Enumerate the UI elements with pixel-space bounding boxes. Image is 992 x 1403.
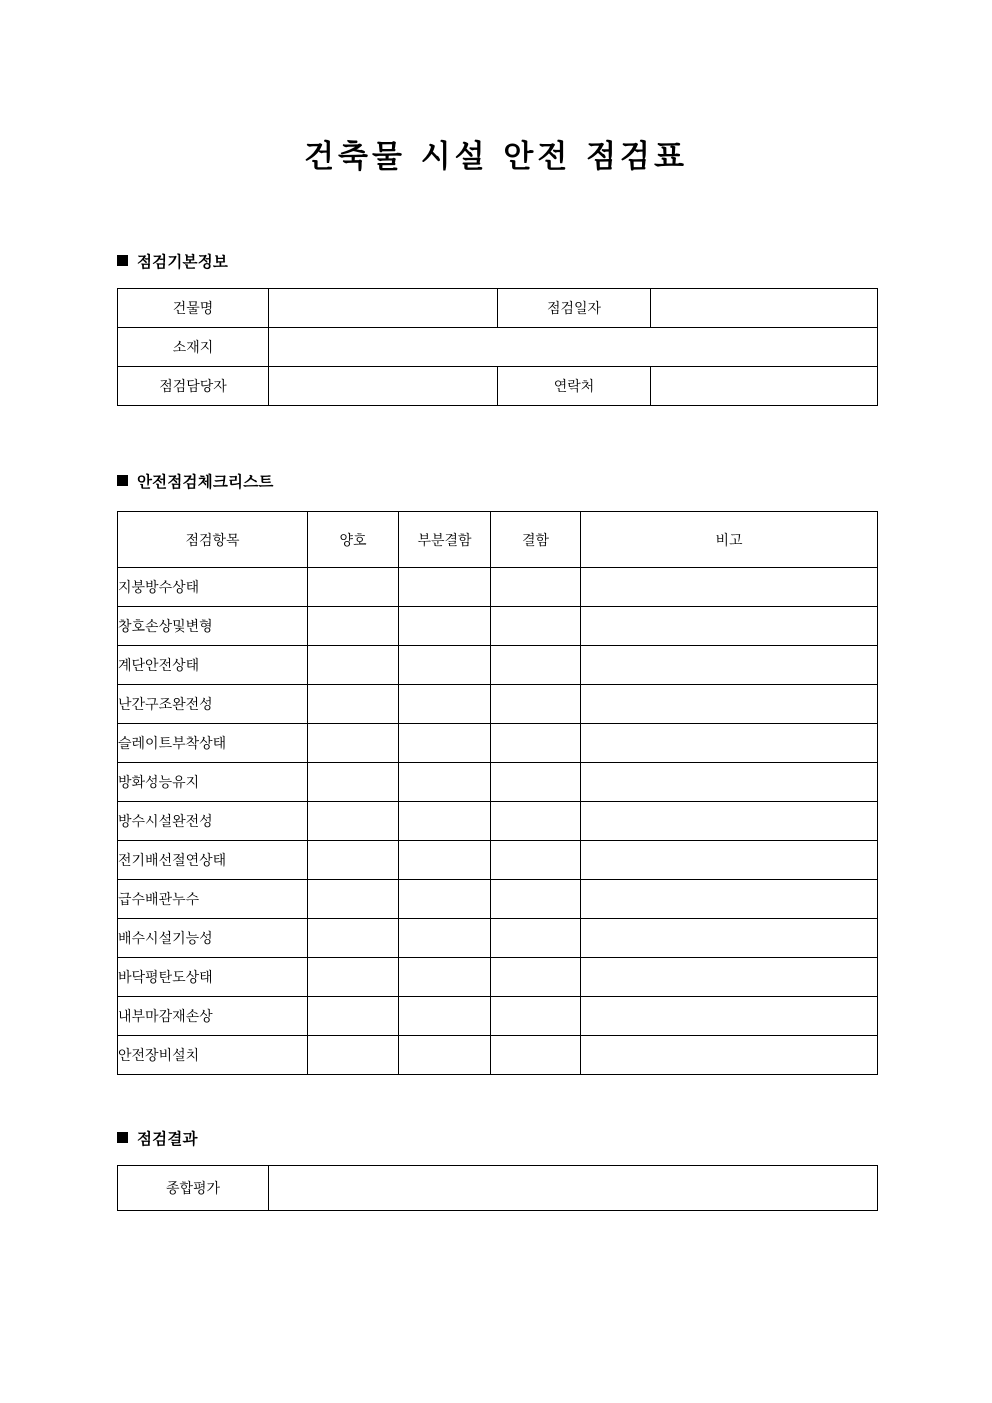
section-marker-icon [117, 475, 128, 486]
section-marker-icon [117, 1132, 128, 1143]
checklist-mark-defect[interactable] [491, 607, 581, 646]
checklist-item-name: 지붕방수상태 [118, 568, 308, 607]
checklist-body [118, 568, 878, 1075]
checklist-mark-defect[interactable] [491, 724, 581, 763]
checklist-mark-defect[interactable] [491, 685, 581, 724]
basic-info-table [117, 288, 878, 406]
checklist-mark-good[interactable] [308, 880, 399, 919]
checklist-remark[interactable] [581, 880, 878, 919]
checklist-mark-defect[interactable] [491, 997, 581, 1036]
checklist-mark-partial-defect[interactable] [399, 919, 491, 958]
checklist-remark[interactable] [581, 607, 878, 646]
field-value-overall-evaluation[interactable] [269, 1166, 878, 1211]
section-heading-basic-info [117, 250, 228, 272]
checklist-item-name: 바닥평탄도상태 [118, 958, 308, 997]
field-value-inspector[interactable] [269, 367, 498, 406]
table-row [118, 958, 878, 997]
table-header-row [118, 512, 878, 568]
field-label-contact: 연락처 [498, 367, 651, 406]
checklist-item-name: 급수배관누수 [118, 880, 308, 919]
checklist-mark-partial-defect[interactable] [399, 841, 491, 880]
safety-checklist-table [117, 511, 878, 1075]
field-value-contact[interactable] [651, 367, 878, 406]
checklist-remark[interactable] [581, 685, 878, 724]
field-label-inspector: 점검담당자 [118, 367, 269, 406]
checklist-item-name: 전기배선절연상태 [118, 841, 308, 880]
table-row [118, 997, 878, 1036]
checklist-remark[interactable] [581, 568, 878, 607]
field-value-building-name[interactable] [269, 289, 498, 328]
field-label-building-name: 건물명 [118, 289, 269, 328]
checklist-remark[interactable] [581, 724, 878, 763]
checklist-item-name: 슬레이트부착상태 [118, 724, 308, 763]
checklist-mark-partial-defect[interactable] [399, 763, 491, 802]
table-row [118, 880, 878, 919]
checklist-remark[interactable] [581, 997, 878, 1036]
checklist-item-name: 방화성능유지 [118, 763, 308, 802]
field-label-overall-evaluation: 종합평가 [118, 1166, 269, 1211]
table-row [118, 367, 878, 406]
column-header-partial-defect: 부분결함 [399, 512, 491, 568]
checklist-mark-good[interactable] [308, 568, 399, 607]
checklist-item-name: 안전장비설치 [118, 1036, 308, 1075]
section-heading-result [117, 1127, 198, 1149]
checklist-remark[interactable] [581, 646, 878, 685]
checklist-mark-good[interactable] [308, 685, 399, 724]
table-row [118, 607, 878, 646]
field-label-location: 소재지 [118, 328, 269, 367]
checklist-item-name: 계단안전상태 [118, 646, 308, 685]
checklist-item-name: 내부마감재손상 [118, 997, 308, 1036]
checklist-remark[interactable] [581, 841, 878, 880]
section-heading-checklist-label: 안전점검체크리스트 [137, 473, 274, 491]
table-row [118, 802, 878, 841]
column-header-good: 양호 [308, 512, 399, 568]
checklist-item-name: 배수시설기능성 [118, 919, 308, 958]
checklist-remark[interactable] [581, 1036, 878, 1075]
section-heading-result-label: 점검결과 [137, 1130, 198, 1148]
checklist-mark-good[interactable] [308, 763, 399, 802]
checklist-mark-partial-defect[interactable] [399, 607, 491, 646]
checklist-mark-defect[interactable] [491, 802, 581, 841]
checklist-mark-partial-defect[interactable] [399, 958, 491, 997]
checklist-remark[interactable] [581, 763, 878, 802]
field-value-location[interactable] [269, 328, 878, 367]
inspection-result-table [117, 1165, 878, 1211]
table-row [118, 919, 878, 958]
checklist-mark-defect[interactable] [491, 958, 581, 997]
checklist-mark-good[interactable] [308, 841, 399, 880]
checklist-mark-defect[interactable] [491, 841, 581, 880]
checklist-mark-defect[interactable] [491, 880, 581, 919]
table-row [118, 568, 878, 607]
checklist-mark-good[interactable] [308, 1036, 399, 1075]
section-heading-checklist [117, 470, 274, 492]
checklist-mark-defect[interactable] [491, 763, 581, 802]
section-marker-icon [117, 255, 128, 266]
checklist-mark-partial-defect[interactable] [399, 646, 491, 685]
checklist-mark-partial-defect[interactable] [399, 568, 491, 607]
checklist-mark-partial-defect[interactable] [399, 724, 491, 763]
page-title: 건축물 시설 안전 점검표 [304, 139, 688, 175]
checklist-item-name: 난간구조완전성 [118, 685, 308, 724]
checklist-mark-good[interactable] [308, 919, 399, 958]
checklist-mark-good[interactable] [308, 724, 399, 763]
checklist-mark-defect[interactable] [491, 1036, 581, 1075]
section-heading-basic-info-label: 점검기본정보 [137, 253, 229, 271]
checklist-mark-good[interactable] [308, 802, 399, 841]
table-row [118, 328, 878, 367]
table-row [118, 724, 878, 763]
table-row [118, 685, 878, 724]
table-row [118, 841, 878, 880]
checklist-mark-partial-defect[interactable] [399, 880, 491, 919]
field-value-inspection-date[interactable] [651, 289, 878, 328]
checklist-remark[interactable] [581, 919, 878, 958]
checklist-mark-partial-defect[interactable] [399, 802, 491, 841]
table-row [118, 646, 878, 685]
table-row [118, 289, 878, 328]
checklist-mark-good[interactable] [308, 607, 399, 646]
field-label-inspection-date: 점검일자 [498, 289, 651, 328]
checklist-item-name: 창호손상및변형 [118, 607, 308, 646]
checklist-mark-defect[interactable] [491, 646, 581, 685]
checklist-mark-defect[interactable] [491, 919, 581, 958]
column-header-defect: 결함 [491, 512, 581, 568]
checklist-mark-defect[interactable] [491, 568, 581, 607]
column-header-remarks: 비고 [581, 512, 878, 568]
table-row [118, 1036, 878, 1075]
checklist-mark-good[interactable] [308, 997, 399, 1036]
checklist-remark[interactable] [581, 802, 878, 841]
checklist-mark-good[interactable] [308, 958, 399, 997]
checklist-mark-good[interactable] [308, 646, 399, 685]
checklist-item-name: 방수시설완전성 [118, 802, 308, 841]
table-row [118, 763, 878, 802]
checklist-mark-partial-defect[interactable] [399, 1036, 491, 1075]
checklist-mark-partial-defect[interactable] [399, 685, 491, 724]
column-header-item: 점검항목 [118, 512, 308, 568]
checklist-mark-partial-defect[interactable] [399, 997, 491, 1036]
checklist-remark[interactable] [581, 958, 878, 997]
table-row [118, 1166, 878, 1211]
